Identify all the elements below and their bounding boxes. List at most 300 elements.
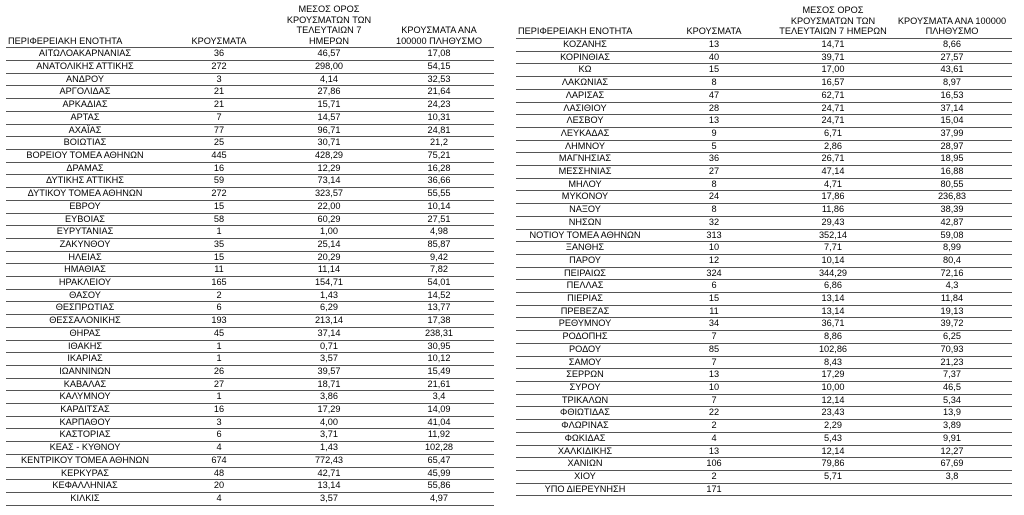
per100k-cell: 16,88 bbox=[940, 166, 964, 177]
per100k-cell: 11,92 bbox=[427, 429, 451, 440]
region-cell: ΠΑΡΟΥ bbox=[569, 254, 601, 265]
avg7-cell: 102,86 bbox=[818, 343, 848, 354]
table-row bbox=[6, 48, 494, 61]
per100k-cell: 55,86 bbox=[427, 480, 451, 491]
table-row bbox=[516, 64, 1012, 77]
per100k-cell: 6,25 bbox=[943, 331, 961, 342]
table-row bbox=[516, 407, 1012, 420]
table-row bbox=[516, 394, 1012, 407]
cases-cell: 272 bbox=[211, 188, 227, 199]
avg7-cell: 8,86 bbox=[824, 331, 842, 342]
region-cell: ΠΕΛΛΑΣ bbox=[566, 280, 604, 291]
avg7-cell bbox=[774, 483, 892, 496]
avg7-cell: 17,00 bbox=[821, 64, 845, 75]
per100k-cell: 102,28 bbox=[424, 442, 454, 453]
per100k-cell bbox=[892, 483, 1012, 496]
cases-cell: 25 bbox=[213, 137, 225, 148]
cases-cell: 6 bbox=[711, 280, 717, 291]
table-row bbox=[6, 213, 494, 226]
table-row bbox=[6, 73, 494, 86]
cases-cell: 171 bbox=[706, 483, 722, 494]
avg7-cell: 24,71 bbox=[821, 115, 845, 126]
region-cell: ΑΝΑΤΟΛΙΚΗΣ ΑΤΤΙΚΗΣ bbox=[36, 61, 134, 72]
table-row bbox=[516, 305, 1012, 318]
region-cell: ΘΑΣΟΥ bbox=[69, 289, 101, 300]
avg7-cell: 3,57 bbox=[320, 492, 338, 503]
cases-cell: 10 bbox=[708, 381, 720, 392]
per100k-cell: 236,83 bbox=[937, 191, 967, 202]
table-row bbox=[6, 264, 494, 277]
per100k-cell: 10,14 bbox=[427, 200, 451, 211]
table-row bbox=[6, 111, 494, 124]
cases-cell: 13 bbox=[708, 445, 720, 456]
per100k-cell: 10,31 bbox=[427, 111, 451, 122]
per100k-cell: 42,87 bbox=[940, 216, 964, 227]
table-row bbox=[6, 365, 494, 378]
region-cell: ΚΑΡΔΙΤΣΑΣ bbox=[60, 404, 110, 415]
per100k-cell: 18,95 bbox=[940, 153, 964, 164]
per100k-cell: 38,39 bbox=[940, 204, 964, 215]
cases-cell: 58 bbox=[213, 213, 225, 224]
avg7-cell: 25,14 bbox=[317, 238, 341, 249]
avg7-cell: 352,14 bbox=[818, 229, 848, 240]
cases-cell: 2 bbox=[216, 289, 222, 300]
cases-cell: 27 bbox=[708, 166, 720, 177]
region-cell: ΚΑΣΤΟΡΙΑΣ bbox=[59, 429, 111, 440]
per100k-cell: 8,97 bbox=[943, 77, 961, 88]
table-row bbox=[6, 416, 494, 429]
avg7-cell: 47,14 bbox=[821, 166, 845, 177]
cases-cell: 106 bbox=[706, 458, 722, 469]
cases-cell: 1 bbox=[216, 226, 222, 237]
per100k-cell: 30,95 bbox=[427, 340, 451, 351]
region-cell: ΚΑΛΥΜΝΟΥ bbox=[59, 391, 111, 402]
cases-cell: 1 bbox=[216, 391, 222, 402]
per100k-cell: 41,04 bbox=[427, 416, 451, 427]
region-cell: ΛΑΚΩΝΙΑΣ bbox=[561, 77, 609, 88]
avg7-cell: 213,14 bbox=[314, 315, 344, 326]
per100k-cell: 72,16 bbox=[940, 267, 964, 278]
cases-cell: 4 bbox=[216, 492, 222, 503]
cases-cell: 32 bbox=[708, 216, 720, 227]
region-cell: ΙΩΑΝΝΙΝΩΝ bbox=[59, 365, 111, 376]
per100k-cell: 3,8 bbox=[945, 470, 959, 481]
per100k-cell: 8,66 bbox=[943, 39, 961, 49]
cases-header: ΚΡΟΥΣΜΑΤΑ bbox=[191, 35, 247, 46]
avg7-cell: 0,71 bbox=[320, 340, 338, 351]
avg7-cell: 39,57 bbox=[317, 365, 341, 376]
table-row bbox=[516, 39, 1012, 52]
cases-cell: 7 bbox=[711, 331, 717, 342]
per100k-cell: 21,23 bbox=[940, 356, 964, 367]
avg7-cell: 42,71 bbox=[317, 467, 341, 478]
region-cell: ΡΟΔΟΥ bbox=[568, 343, 601, 354]
region-cell: ΧΑΝΙΩΝ bbox=[567, 458, 603, 469]
cases-cell: 10 bbox=[708, 242, 720, 253]
avg7-cell: 3,71 bbox=[320, 429, 338, 440]
per100k-cell: 27,57 bbox=[940, 51, 964, 62]
table-row bbox=[516, 89, 1012, 102]
table-row bbox=[6, 99, 494, 112]
header-row bbox=[6, 4, 494, 48]
avg7-cell: 62,71 bbox=[821, 89, 845, 100]
cases-cell: 1 bbox=[216, 340, 222, 351]
cases-cell: 40 bbox=[708, 51, 720, 62]
avg7-cell: 772,43 bbox=[314, 454, 344, 465]
cases-cell: 165 bbox=[211, 277, 227, 288]
region-cell: ΛΑΣΙΘΙΟΥ bbox=[563, 102, 607, 113]
avg7-cell: 37,14 bbox=[317, 327, 341, 338]
per100k-cell: 16,28 bbox=[427, 162, 451, 173]
per100k-cell: 21,61 bbox=[427, 378, 451, 389]
right-table bbox=[516, 4, 1012, 496]
cases-cell: 85 bbox=[708, 343, 720, 354]
table-row bbox=[6, 302, 494, 315]
left-table bbox=[6, 4, 494, 506]
avg7-cell: 10,14 bbox=[821, 254, 845, 265]
avg7-header: ΜΕΣΟΣ ΟΡΟΣ ΚΡΟΥΣΜΑΤΩΝ ΤΩΝ ΤΕΛΕΥΤΑΙΩΝ 7 ΗΜΕΡΩΝ bbox=[286, 4, 372, 46]
avg7-cell: 154,71 bbox=[314, 277, 344, 288]
region-cell: ΗΡΑΚΛΕΙΟΥ bbox=[58, 277, 112, 288]
avg7-cell: 39,71 bbox=[821, 51, 845, 62]
avg7-cell: 11,86 bbox=[821, 204, 845, 215]
region-cell: ΙΚΑΡΙΑΣ bbox=[67, 353, 103, 364]
avg7-header: ΜΕΣΟΣ ΟΡΟΣ ΚΡΟΥΣΜΑΤΩΝ ΤΩΝ ΤΕΛΕΥΤΑΙΩΝ 7 ΗΜΕΡΩΝ bbox=[779, 5, 887, 37]
region-cell: ΑΝΔΡΟΥ bbox=[65, 73, 104, 84]
cases-cell: 22 bbox=[708, 407, 720, 418]
cases-cell: 7 bbox=[711, 356, 717, 367]
cases-cell: 6 bbox=[216, 429, 222, 440]
avg7-cell: 7,71 bbox=[824, 242, 842, 253]
cases-cell: 272 bbox=[211, 61, 227, 72]
region-cell: ΕΥΡΥΤΑΝΙΑΣ bbox=[56, 226, 114, 237]
cases-cell: 13 bbox=[708, 39, 720, 49]
avg7-cell: 79,86 bbox=[821, 458, 845, 469]
avg7-cell: 17,29 bbox=[821, 369, 845, 380]
avg7-cell: 10,00 bbox=[821, 381, 845, 392]
region-cell: ΚΕΝΤΡΙΚΟΥ ΤΟΜΕΑ ΑΘΗΝΩΝ bbox=[20, 454, 150, 465]
avg7-cell: 344,29 bbox=[818, 267, 848, 278]
table-row bbox=[516, 432, 1012, 445]
region-cell: ΗΛΕΙΑΣ bbox=[68, 251, 102, 262]
table-row bbox=[516, 331, 1012, 344]
avg7-cell: 20,29 bbox=[317, 251, 341, 262]
cases-cell: 36 bbox=[213, 48, 225, 59]
table-row bbox=[516, 51, 1012, 64]
per100k-cell: 21,64 bbox=[427, 86, 451, 97]
region-cell: ΚΩ bbox=[578, 64, 592, 75]
cases-cell: 8 bbox=[711, 77, 717, 88]
table-row bbox=[6, 404, 494, 417]
region-cell: ΕΥΒΟΙΑΣ bbox=[65, 213, 105, 224]
table-row bbox=[6, 61, 494, 74]
per100k-cell: 43,61 bbox=[940, 64, 964, 75]
cases-cell: 313 bbox=[706, 229, 722, 240]
per100k-cell: 11,84 bbox=[940, 293, 964, 304]
table-row bbox=[516, 140, 1012, 153]
per100k-cell: 16,53 bbox=[940, 89, 964, 100]
avg7-cell: 46,57 bbox=[317, 48, 341, 59]
avg7-cell: 4,14 bbox=[320, 73, 338, 84]
region-cell: ΝΟΤΙΟΥ ΤΟΜΕΑ ΑΘΗΝΩΝ bbox=[529, 229, 641, 240]
per100k-cell: 80,55 bbox=[940, 178, 964, 189]
region-cell: ΘΕΣΣΑΛΟΝΙΚΗΣ bbox=[49, 315, 121, 326]
table-row bbox=[516, 254, 1012, 267]
table-row bbox=[6, 200, 494, 213]
per100k-cell: 17,08 bbox=[427, 48, 451, 59]
region-cell: ΣΕΡΡΩΝ bbox=[566, 369, 604, 380]
table-row bbox=[516, 483, 1012, 496]
per100k-cell: 28,97 bbox=[940, 140, 964, 151]
cases-cell: 36 bbox=[708, 153, 720, 164]
table-row bbox=[516, 115, 1012, 128]
table-row bbox=[6, 391, 494, 404]
header-row bbox=[516, 4, 1012, 39]
region-cell: ΧΑΛΚΙΔΙΚΗΣ bbox=[557, 445, 613, 456]
avg7-cell: 1,00 bbox=[320, 226, 338, 237]
right-table-body bbox=[516, 39, 1012, 496]
region-cell: ΡΟΔΟΠΗΣ bbox=[562, 331, 608, 342]
region-cell: ΦΘΙΩΤΙΔΑΣ bbox=[559, 407, 610, 418]
cases-cell: 12 bbox=[708, 254, 720, 265]
table-row bbox=[516, 369, 1012, 382]
cases-cell: 45 bbox=[213, 327, 225, 338]
per100k-header: ΚΡΟΥΣΜΑΤΑ ΑΝΑ 100000 ΠΛΗΘΥΣΜΟ bbox=[897, 15, 1007, 37]
region-cell: ΔΥΤΙΚΟΥ ΤΟΜΕΑ ΑΘΗΝΩΝ bbox=[27, 188, 143, 199]
table-row bbox=[516, 216, 1012, 229]
cases-cell: 5 bbox=[711, 140, 717, 151]
cases-cell: 13 bbox=[708, 115, 720, 126]
table-row bbox=[516, 153, 1012, 166]
region-cell: ΧΙΟΥ bbox=[574, 470, 596, 481]
region-cell: ΚΟΡΙΝΘΙΑΣ bbox=[560, 51, 610, 62]
per100k-cell: 67,69 bbox=[940, 458, 964, 469]
table-row bbox=[516, 242, 1012, 255]
region-cell: ΜΥΚΟΝΟΥ bbox=[561, 191, 609, 202]
per100k-cell: 32,53 bbox=[427, 73, 451, 84]
table-row bbox=[6, 315, 494, 328]
avg7-cell: 11,14 bbox=[317, 264, 341, 275]
avg7-cell: 12,29 bbox=[317, 162, 341, 173]
region-cell: ΛΕΥΚΑΔΑΣ bbox=[560, 127, 610, 138]
table-row bbox=[6, 86, 494, 99]
table-row bbox=[6, 467, 494, 480]
per100k-cell: 5,34 bbox=[943, 394, 961, 405]
cases-cell: 6 bbox=[216, 302, 222, 313]
avg7-cell: 6,71 bbox=[824, 127, 842, 138]
region-cell: ΛΗΜΝΟΥ bbox=[564, 140, 606, 151]
avg7-cell: 30,71 bbox=[317, 137, 341, 148]
region-cell: ΞΑΝΘΗΣ bbox=[565, 242, 605, 253]
per100k-cell: 80,4 bbox=[943, 254, 961, 265]
per100k-cell: 46,5 bbox=[943, 381, 961, 392]
cases-cell: 34 bbox=[708, 318, 720, 329]
per100k-header: ΚΡΟΥΣΜΑΤΑ ΑΝΑ 100000 ΠΛΗΘΥΣΜΟ bbox=[395, 25, 483, 46]
avg7-cell: 12,14 bbox=[821, 445, 845, 456]
table-row bbox=[516, 293, 1012, 306]
cases-cell: 16 bbox=[213, 404, 225, 415]
per100k-cell: 238,31 bbox=[424, 327, 454, 338]
table-row bbox=[6, 238, 494, 251]
table-row bbox=[516, 420, 1012, 433]
avg7-cell: 298,00 bbox=[314, 61, 344, 72]
avg7-cell: 2,86 bbox=[824, 140, 842, 151]
cases-cell: 674 bbox=[211, 454, 227, 465]
cases-cell: 7 bbox=[216, 111, 222, 122]
table-row bbox=[6, 454, 494, 467]
region-cell: ΜΗΛΟΥ bbox=[568, 178, 602, 189]
avg7-cell: 23,43 bbox=[821, 407, 845, 418]
region-cell: ΦΩΚΙΔΑΣ bbox=[564, 432, 606, 443]
cases-cell: 4 bbox=[711, 432, 717, 443]
region-cell: ΖΑΚΥΝΘΟΥ bbox=[59, 238, 111, 249]
table-row bbox=[516, 229, 1012, 242]
region-cell: ΒΟΙΩΤΙΑΣ bbox=[63, 137, 107, 148]
per100k-cell: 9,91 bbox=[943, 432, 961, 443]
region-cell: ΣΑΜΟΥ bbox=[568, 356, 602, 367]
region-cell: ΝΑΞΟΥ bbox=[569, 204, 601, 215]
region-cell: ΑΧΑΪΑΣ bbox=[68, 124, 102, 135]
region-cell: ΦΛΩΡΙΝΑΣ bbox=[561, 420, 609, 431]
avg7-cell: 12,14 bbox=[821, 394, 845, 405]
region-cell: ΕΒΡΟΥ bbox=[69, 200, 101, 211]
region-cell: ΗΜΑΘΙΑΣ bbox=[64, 264, 106, 275]
table-row bbox=[516, 445, 1012, 458]
cases-cell: 24 bbox=[708, 191, 720, 202]
per100k-cell: 19,13 bbox=[940, 305, 964, 316]
region-cell: ΘΕΣΠΡΩΤΙΑΣ bbox=[55, 302, 115, 313]
avg7-cell: 17,86 bbox=[821, 191, 845, 202]
cases-cell: 13 bbox=[708, 369, 720, 380]
per100k-cell: 4,3 bbox=[945, 280, 959, 291]
table-row bbox=[516, 178, 1012, 191]
per100k-cell: 8,99 bbox=[943, 242, 961, 253]
avg7-cell: 96,71 bbox=[317, 124, 341, 135]
table-row bbox=[6, 251, 494, 264]
table-row bbox=[516, 267, 1012, 280]
avg7-cell: 17,29 bbox=[317, 404, 341, 415]
per100k-cell: 39,72 bbox=[940, 318, 964, 329]
avg7-cell: 4,71 bbox=[824, 178, 842, 189]
per100k-cell: 10,12 bbox=[427, 353, 451, 364]
avg7-cell: 22,00 bbox=[317, 200, 341, 211]
cases-cell: 21 bbox=[213, 86, 225, 97]
table-row bbox=[516, 458, 1012, 471]
table-row bbox=[516, 127, 1012, 140]
avg7-cell: 18,71 bbox=[317, 378, 341, 389]
avg7-cell: 26,71 bbox=[821, 153, 845, 164]
per100k-cell: 54,15 bbox=[427, 61, 451, 72]
table-row bbox=[6, 442, 494, 455]
per100k-cell: 45,99 bbox=[427, 467, 451, 478]
table-row bbox=[6, 124, 494, 137]
table-row bbox=[6, 175, 494, 188]
per100k-cell: 37,99 bbox=[940, 127, 964, 138]
per100k-cell: 36,66 bbox=[427, 175, 451, 186]
per100k-cell: 15,49 bbox=[427, 365, 451, 376]
region-cell: ΑΡΚΑΔΙΑΣ bbox=[62, 99, 108, 110]
avg7-cell: 5,43 bbox=[824, 432, 842, 443]
cases-cell: 35 bbox=[213, 238, 225, 249]
region-cell: ΑΙΤΩΛΟΑΚΑΡΝΑΝΙΑΣ bbox=[38, 48, 132, 59]
table-row bbox=[516, 102, 1012, 115]
per100k-cell: 14,09 bbox=[427, 404, 451, 415]
region-cell: ΚΙΛΚΙΣ bbox=[70, 492, 100, 503]
avg7-cell: 13,14 bbox=[821, 305, 845, 316]
cases-cell: 324 bbox=[706, 267, 722, 278]
cases-cell: 2 bbox=[711, 420, 717, 431]
per100k-cell: 9,42 bbox=[430, 251, 448, 262]
table-row bbox=[6, 340, 494, 353]
per100k-cell: 24,81 bbox=[427, 124, 451, 135]
region-cell: ΤΡΙΚΑΛΩΝ bbox=[561, 394, 609, 405]
cases-cell: 8 bbox=[711, 178, 717, 189]
per100k-cell: 3,89 bbox=[943, 420, 961, 431]
region-header: ΠΕΡΙΦΕΡΕΙΑΚΗ ΕΝΟΤΗΤΑ bbox=[518, 26, 633, 37]
avg7-cell: 16,57 bbox=[821, 77, 845, 88]
avg7-cell: 6,86 bbox=[824, 280, 842, 291]
per100k-cell: 24,23 bbox=[427, 99, 451, 110]
avg7-cell: 1,43 bbox=[320, 442, 338, 453]
cases-cell: 9 bbox=[711, 127, 717, 138]
table-row bbox=[516, 280, 1012, 293]
table-row bbox=[6, 137, 494, 150]
region-cell: ΚΕΦΑΛΛΗΝΙΑΣ bbox=[52, 480, 118, 491]
per100k-cell: 13,77 bbox=[427, 302, 451, 313]
region-cell: ΑΡΓΟΛΙΔΑΣ bbox=[59, 86, 111, 97]
region-cell: ΔΥΤΙΚΗΣ ΑΤΤΙΚΗΣ bbox=[46, 175, 124, 186]
avg7-cell: 8,43 bbox=[824, 356, 842, 367]
cases-cell: 11 bbox=[709, 305, 719, 316]
per100k-cell: 12,27 bbox=[940, 445, 964, 456]
cases-cell: 15 bbox=[708, 293, 720, 304]
table-row bbox=[516, 318, 1012, 331]
table-row bbox=[516, 470, 1012, 483]
table-row bbox=[516, 166, 1012, 179]
avg7-cell: 5,71 bbox=[824, 470, 842, 481]
cases-cell: 1 bbox=[216, 353, 222, 364]
avg7-cell: 13,14 bbox=[821, 293, 845, 304]
avg7-cell: 60,29 bbox=[317, 213, 341, 224]
table-row bbox=[516, 191, 1012, 204]
table-row bbox=[6, 289, 494, 302]
per100k-cell: 4,97 bbox=[430, 492, 448, 503]
table-row bbox=[6, 353, 494, 366]
region-cell: ΠΡΕΒΕΖΑΣ bbox=[560, 305, 610, 316]
region-cell: ΚΕΡΚΥΡΑΣ bbox=[61, 467, 109, 478]
region-cell: ΑΡΤΑΣ bbox=[70, 111, 100, 122]
cases-cell: 2 bbox=[711, 470, 717, 481]
avg7-cell: 3,57 bbox=[320, 353, 338, 364]
region-cell: ΚΑΡΠΑΘΟΥ bbox=[59, 416, 111, 427]
region-cell: ΡΕΘΥΜΝΟΥ bbox=[558, 318, 612, 329]
avg7-cell: 15,71 bbox=[317, 99, 341, 110]
cases-header: ΚΡΟΥΣΜΑΤΑ bbox=[686, 26, 742, 37]
table-row bbox=[6, 150, 494, 163]
per100k-cell: 15,04 bbox=[940, 115, 964, 126]
cases-cell: 15 bbox=[708, 64, 720, 75]
cases-cell: 27 bbox=[213, 378, 225, 389]
region-cell: ΠΕΙΡΑΙΩΣ bbox=[564, 267, 606, 278]
cases-cell: 15 bbox=[213, 251, 225, 262]
per100k-cell: 3,4 bbox=[432, 391, 446, 402]
cases-cell: 77 bbox=[213, 124, 225, 135]
region-cell: ΜΑΓΝΗΣΙΑΣ bbox=[558, 153, 612, 164]
cases-cell: 28 bbox=[708, 102, 720, 113]
per100k-cell: 13,9 bbox=[943, 407, 961, 418]
cases-cell: 7 bbox=[711, 394, 717, 405]
region-cell: ΜΕΣΣΗΝΙΑΣ bbox=[558, 166, 612, 177]
